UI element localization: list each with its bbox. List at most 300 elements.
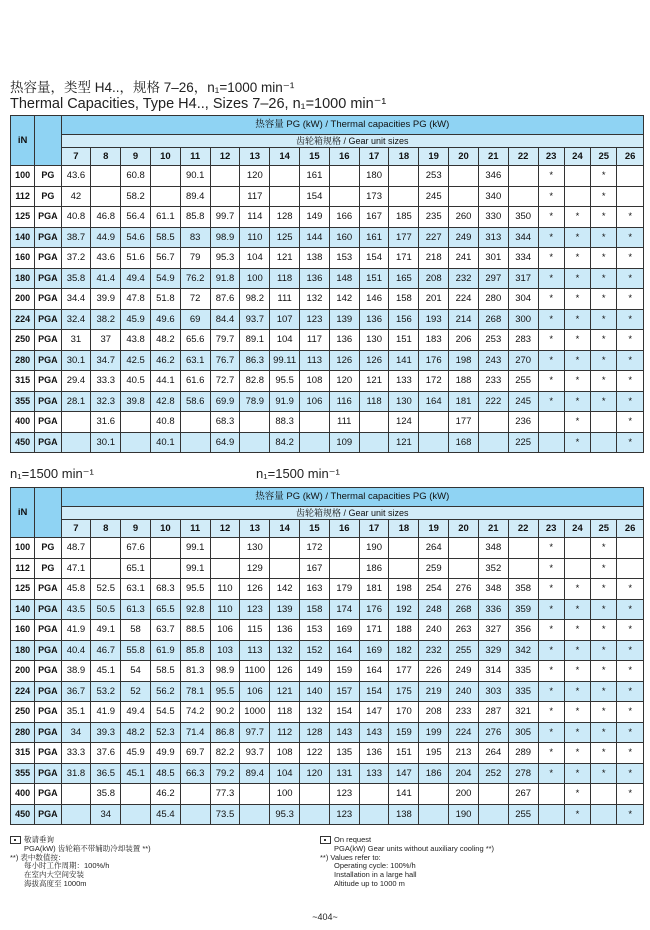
capacity-cell: * <box>617 722 644 743</box>
ratio-cell: 355 <box>11 763 35 784</box>
capacity-cell: * <box>591 207 617 228</box>
size-header-cell: 14 <box>270 148 300 166</box>
capacity-cell: 123 <box>300 309 330 330</box>
capacity-cell: 301 <box>478 248 508 269</box>
capacity-cell: 76.2 <box>180 268 210 289</box>
notes-english <box>320 836 494 889</box>
capacity-cell: 125 <box>270 227 300 248</box>
capacity-cell: 56.4 <box>121 207 151 228</box>
capacity-cell: 83 <box>180 227 210 248</box>
capacity-cell <box>121 432 151 453</box>
capacity-cell: * <box>617 763 644 784</box>
capacity-cell: 198 <box>449 350 479 371</box>
note-cn-pga: PGA(kW) 齿轮箱不带辅助冷却装置 **) <box>24 843 151 853</box>
capacity-cell: 200 <box>449 784 479 805</box>
capacity-cell: 254 <box>419 579 449 600</box>
ratio-cell: 180 <box>11 640 35 661</box>
symbol-cell: PGA <box>35 432 61 453</box>
capacity-cell: * <box>591 166 617 187</box>
capacity-cell: 213 <box>449 743 479 764</box>
capacity-cell: * <box>538 289 564 310</box>
capacity-cell: 64.9 <box>210 432 240 453</box>
capacity-cell: 193 <box>419 309 449 330</box>
capacity-cell: 37.2 <box>61 248 91 269</box>
symbol-cell: PGA <box>35 599 61 620</box>
capacity-cell: 219 <box>419 681 449 702</box>
capacity-cell <box>91 166 121 187</box>
capacity-cell: 129 <box>240 558 270 579</box>
capacity-cell: 255 <box>449 640 479 661</box>
capacity-cell: * <box>617 681 644 702</box>
capacity-cell: 82.2 <box>210 743 240 764</box>
capacity-cell <box>210 558 240 579</box>
capacity-cell: 297 <box>478 268 508 289</box>
ratio-cell: 160 <box>11 248 35 269</box>
capacity-cell: 195 <box>419 743 449 764</box>
size-header-cell: 26 <box>617 520 644 538</box>
header-row-gear-sizes <box>11 507 644 520</box>
capacity-cell: 106 <box>240 681 270 702</box>
capacity-cell <box>270 166 300 187</box>
symbol-cell: PGA <box>35 412 61 433</box>
capacity-cell: 305 <box>508 722 538 743</box>
capacity-cell: 126 <box>329 350 359 371</box>
capacity-cell: 89.4 <box>180 186 210 207</box>
capacity-cell: * <box>591 330 617 351</box>
capacity-cell: 107 <box>270 309 300 330</box>
capacity-cell: 222 <box>478 391 508 412</box>
capacity-cell: * <box>617 289 644 310</box>
capacity-cell: 45.1 <box>91 661 121 682</box>
capacity-cell: 45.9 <box>121 309 151 330</box>
capacity-cell: * <box>538 661 564 682</box>
capacity-cell: * <box>538 186 564 207</box>
ratio-cell: 140 <box>11 227 35 248</box>
symbol-cell: PGA <box>35 330 61 351</box>
size-header-cell: 11 <box>180 148 210 166</box>
capacity-cell <box>270 186 300 207</box>
gear-unit-sizes-header: 齿轮箱规格 / Gear unit sizes <box>61 135 643 148</box>
capacity-cell: 116 <box>329 391 359 412</box>
capacity-cell: 268 <box>449 599 479 620</box>
capacity-cell: * <box>591 248 617 269</box>
capacity-cell: 181 <box>359 579 389 600</box>
header-row-title <box>11 116 644 135</box>
capacity-cell <box>389 538 419 559</box>
capacity-cell: 177 <box>449 412 479 433</box>
capacity-cell: 63.7 <box>150 620 180 641</box>
capacity-cell: 124 <box>389 412 419 433</box>
capacity-cell: 133 <box>359 763 389 784</box>
capacity-cell: 151 <box>389 330 419 351</box>
ratio-cell: 224 <box>11 309 35 330</box>
capacity-cell <box>61 432 91 453</box>
note-en-altitude: Altitude up to 1000 m <box>334 878 405 888</box>
capacity-cell <box>359 412 389 433</box>
size-header-cell: 10 <box>150 148 180 166</box>
capacity-cell: 133 <box>389 371 419 392</box>
note-en-on-request: On request <box>320 836 494 845</box>
capacity-cell: 39.9 <box>91 289 121 310</box>
capacity-cell <box>508 166 538 187</box>
capacity-cell: 49.1 <box>91 620 121 641</box>
capacity-cell: 41.9 <box>61 620 91 641</box>
capacity-cell <box>240 784 270 805</box>
capacity-cell: 56.7 <box>150 248 180 269</box>
capacity-cell: * <box>538 620 564 641</box>
capacity-cell: 253 <box>419 166 449 187</box>
capacity-cell <box>180 804 210 825</box>
capacity-cell: 348 <box>478 579 508 600</box>
ratio-cell: 140 <box>11 599 35 620</box>
capacity-cell: 130 <box>389 391 419 412</box>
capacity-cell: 149 <box>300 207 330 228</box>
capacity-cell: 255 <box>508 371 538 392</box>
capacity-cell: 214 <box>449 309 479 330</box>
capacity-cell: 136 <box>359 309 389 330</box>
symbol-cell: PGA <box>35 309 61 330</box>
capacity-cell: 171 <box>389 248 419 269</box>
capacity-cell: 149 <box>300 661 330 682</box>
capacity-cell: * <box>564 371 590 392</box>
capacity-cell: 61.9 <box>150 640 180 661</box>
symbol-cell: PG <box>35 538 61 559</box>
capacity-cell: * <box>591 661 617 682</box>
capacity-cell <box>240 804 270 825</box>
capacity-cell: 40.1 <box>150 432 180 453</box>
size-header-cell: 20 <box>449 148 479 166</box>
ratio-cell: 160 <box>11 620 35 641</box>
symbol-corner-cell <box>35 116 61 166</box>
capacity-cell: * <box>591 681 617 702</box>
capacity-cell: 314 <box>478 661 508 682</box>
ratio-cell: 450 <box>11 804 35 825</box>
capacity-cell: 45.4 <box>150 804 180 825</box>
capacity-cell: * <box>538 391 564 412</box>
capacity-cell: 199 <box>419 722 449 743</box>
size-header-cell: 7 <box>61 148 91 166</box>
size-header-cell: 9 <box>121 148 151 166</box>
capacity-cell: 37.6 <box>91 743 121 764</box>
capacity-cell: 206 <box>449 330 479 351</box>
capacity-cell: * <box>564 579 590 600</box>
capacity-cell: 164 <box>359 661 389 682</box>
thermal-capacity-header: 热容量 PG (kW) / Thermal capacities PG (kW) <box>61 116 643 135</box>
size-header-cell: 22 <box>508 148 538 166</box>
capacity-cell: 79 <box>180 248 210 269</box>
capacity-cell: 147 <box>359 702 389 723</box>
capacity-cell <box>389 186 419 207</box>
capacity-cell <box>91 558 121 579</box>
capacity-cell: 190 <box>449 804 479 825</box>
capacity-cell: 317 <box>508 268 538 289</box>
ratio-cell: 315 <box>11 371 35 392</box>
ratio-cell: 280 <box>11 722 35 743</box>
capacity-cell: 88.5 <box>180 620 210 641</box>
capacity-cell: 153 <box>300 620 330 641</box>
capacity-cell <box>240 432 270 453</box>
capacity-cell: 280 <box>478 289 508 310</box>
capacity-cell: 99.11 <box>270 350 300 371</box>
capacity-cell: 117 <box>300 330 330 351</box>
capacity-cell <box>419 804 449 825</box>
capacity-cell: 138 <box>389 804 419 825</box>
capacity-cell: 163 <box>300 579 330 600</box>
capacity-cell: 79.2 <box>210 763 240 784</box>
capacity-cell <box>150 558 180 579</box>
capacity-cell: 100 <box>270 784 300 805</box>
capacity-cell: 104 <box>270 763 300 784</box>
capacity-cell: 172 <box>300 538 330 559</box>
capacity-cell: 71.4 <box>180 722 210 743</box>
size-header-cell: 15 <box>300 148 330 166</box>
capacity-cell <box>449 166 479 187</box>
capacity-cell: 109 <box>329 432 359 453</box>
capacity-cell: * <box>617 702 644 723</box>
capacity-cell: * <box>617 350 644 371</box>
capacity-cell: 95.3 <box>210 248 240 269</box>
capacity-cell: 352 <box>478 558 508 579</box>
capacity-cell: * <box>564 743 590 764</box>
capacity-cell: 179 <box>329 579 359 600</box>
capacity-cell: * <box>564 227 590 248</box>
capacity-cell <box>150 166 180 187</box>
capacity-cell <box>210 538 240 559</box>
capacity-cell: 46.7 <box>91 640 121 661</box>
capacity-cell: 84.4 <box>210 309 240 330</box>
capacity-cell: 141 <box>389 350 419 371</box>
capacity-cell <box>270 538 300 559</box>
capacity-cell: 132 <box>270 640 300 661</box>
capacity-cell: 148 <box>329 268 359 289</box>
capacity-cell <box>121 784 151 805</box>
capacity-cell: 329 <box>478 640 508 661</box>
capacity-cell <box>150 186 180 207</box>
capacity-cell: 35.8 <box>61 268 91 289</box>
capacity-cell: 61.3 <box>121 599 151 620</box>
capacity-cell: * <box>564 207 590 228</box>
capacity-cell <box>240 412 270 433</box>
table-row <box>11 743 644 764</box>
table-row <box>11 166 644 187</box>
size-header-cell: 25 <box>591 148 617 166</box>
capacity-cell: 123 <box>240 599 270 620</box>
capacity-cell: * <box>564 432 590 453</box>
capacity-cell: 245 <box>419 186 449 207</box>
size-header-cell: 16 <box>329 148 359 166</box>
capacity-cell: 61.6 <box>180 371 210 392</box>
capacity-cell: 154 <box>329 702 359 723</box>
size-header-cell: 13 <box>240 520 270 538</box>
capacity-cell: 33.3 <box>91 371 121 392</box>
note-en-pga: PGA(kW) Gear units without auxiliary cooling **) <box>334 843 495 853</box>
capacity-cell: * <box>591 391 617 412</box>
capacity-cell: * <box>564 661 590 682</box>
size-header-cell: 15 <box>300 520 330 538</box>
symbol-cell: PGA <box>35 620 61 641</box>
capacity-cell: 104 <box>270 330 300 351</box>
capacity-cell: 132 <box>300 702 330 723</box>
capacity-cell: 1000 <box>240 702 270 723</box>
capacity-cell: 121 <box>389 432 419 453</box>
capacity-cell: 118 <box>270 702 300 723</box>
capacity-cell: 151 <box>389 743 419 764</box>
capacity-cell: 89.4 <box>240 763 270 784</box>
capacity-cell <box>538 784 564 805</box>
ratio-corner-label: iN <box>11 488 35 538</box>
size-header-cell: 18 <box>389 520 419 538</box>
table-row <box>11 661 644 682</box>
capacity-cell: 225 <box>508 432 538 453</box>
capacity-cell: 336 <box>478 599 508 620</box>
capacity-cell: * <box>617 207 644 228</box>
capacity-cell: * <box>617 784 644 805</box>
ratio-cell: 224 <box>11 681 35 702</box>
capacity-cell: 32.4 <box>61 309 91 330</box>
capacity-cell <box>91 538 121 559</box>
capacity-cell: 232 <box>419 640 449 661</box>
capacity-cell: 77.3 <box>210 784 240 805</box>
capacity-cell <box>591 784 617 805</box>
capacity-cell: 104 <box>240 248 270 269</box>
table-row <box>11 350 644 371</box>
symbol-cell: PGA <box>35 743 61 764</box>
capacity-cell <box>564 166 590 187</box>
symbol-cell: PGA <box>35 661 61 682</box>
capacity-cell: 95.5 <box>210 681 240 702</box>
capacity-cell: 53.2 <box>91 681 121 702</box>
capacity-cell: 164 <box>419 391 449 412</box>
capacity-cell: 335 <box>508 681 538 702</box>
capacity-cell: * <box>617 248 644 269</box>
capacity-cell: 208 <box>419 268 449 289</box>
capacity-cell: 39.3 <box>91 722 121 743</box>
capacity-cell: * <box>538 538 564 559</box>
capacity-cell: * <box>591 702 617 723</box>
capacity-cell: 226 <box>419 661 449 682</box>
capacity-cell <box>210 166 240 187</box>
capacity-cell: 154 <box>300 186 330 207</box>
capacity-cell: 152 <box>300 640 330 661</box>
capacity-cell: * <box>591 579 617 600</box>
capacity-cell: 110 <box>210 599 240 620</box>
capacity-cell: 346 <box>478 166 508 187</box>
capacity-cell: 240 <box>419 620 449 641</box>
capacity-cell <box>617 186 644 207</box>
capacity-cell: 54.5 <box>150 702 180 723</box>
capacity-cell: 30.1 <box>61 350 91 371</box>
capacity-cell: 91.9 <box>270 391 300 412</box>
ratio-cell: 125 <box>11 207 35 228</box>
size-header-cell: 23 <box>538 148 564 166</box>
capacity-cell: * <box>591 309 617 330</box>
capacity-cell <box>449 558 479 579</box>
ratio-cell: 250 <box>11 702 35 723</box>
capacity-cell: 103 <box>210 640 240 661</box>
size-header-cell: 14 <box>270 520 300 538</box>
capacity-cell <box>538 432 564 453</box>
capacity-cell <box>508 558 538 579</box>
symbol-cell: PGA <box>35 722 61 743</box>
capacity-cell <box>329 186 359 207</box>
size-header-cell: 16 <box>329 520 359 538</box>
capacity-cell: * <box>564 350 590 371</box>
capacity-cell: 267 <box>508 784 538 805</box>
size-header-cell: 19 <box>419 520 449 538</box>
capacity-cell: * <box>617 743 644 764</box>
capacity-cell: 167 <box>359 207 389 228</box>
capacity-cell: 359 <box>508 599 538 620</box>
symbol-cell: PGA <box>35 248 61 269</box>
capacity-cell: * <box>538 743 564 764</box>
capacity-cell: 48.2 <box>121 722 151 743</box>
capacity-cell: 50.5 <box>91 599 121 620</box>
capacity-cell <box>591 412 617 433</box>
size-header-cell: 8 <box>91 148 121 166</box>
symbol-corner-cell <box>35 488 61 538</box>
capacity-cell: 169 <box>329 620 359 641</box>
capacity-cell: 114 <box>240 207 270 228</box>
capacity-cell: 58 <box>121 620 151 641</box>
capacity-cell: 183 <box>419 330 449 351</box>
capacity-cell: * <box>591 227 617 248</box>
capacity-cell: 192 <box>389 599 419 620</box>
capacity-cell: * <box>591 558 617 579</box>
capacity-cell <box>329 538 359 559</box>
capacity-cell: 81.3 <box>180 661 210 682</box>
capacity-cell: 60.8 <box>121 166 151 187</box>
capacity-cell: 43.8 <box>121 330 151 351</box>
capacity-cell: * <box>538 558 564 579</box>
capacity-cell: 68.3 <box>150 579 180 600</box>
capacity-cell: 278 <box>508 763 538 784</box>
title-chinese: 热容量，类型 H4..，规格 7–26，n₁=1000 min⁻¹ <box>10 80 295 95</box>
capacity-cell: 89.1 <box>240 330 270 351</box>
capacity-cell: 156 <box>389 309 419 330</box>
capacity-cell: * <box>591 763 617 784</box>
capacity-cell: * <box>564 702 590 723</box>
capacity-cell <box>508 186 538 207</box>
capacity-cell: 55.8 <box>121 640 151 661</box>
table-row <box>11 599 644 620</box>
capacity-cell: 35.8 <box>91 784 121 805</box>
capacity-cell: 248 <box>419 599 449 620</box>
capacity-cell: * <box>538 579 564 600</box>
capacity-cell: 176 <box>419 350 449 371</box>
capacity-cell: 358 <box>508 579 538 600</box>
capacity-cell: 95.5 <box>270 371 300 392</box>
capacity-cell: 82.8 <box>240 371 270 392</box>
on-request-box-icon <box>320 836 331 844</box>
note-cn-altitude: 海拔高度至 1000m <box>24 878 87 888</box>
capacity-cell: 28.1 <box>61 391 91 412</box>
capacity-cell: 342 <box>508 640 538 661</box>
symbol-cell: PG <box>35 166 61 187</box>
capacity-cell: 264 <box>419 538 449 559</box>
capacity-cell <box>180 412 210 433</box>
table-row <box>11 538 644 559</box>
capacity-cell: 185 <box>389 207 419 228</box>
size-header-cell: 12 <box>210 520 240 538</box>
capacity-cell: * <box>564 309 590 330</box>
capacity-cell: * <box>564 804 590 825</box>
capacity-cell: 34 <box>61 722 91 743</box>
capacity-cell: * <box>617 309 644 330</box>
capacity-cell: 98.9 <box>210 227 240 248</box>
capacity-cell: 110 <box>240 227 270 248</box>
capacity-cell: 335 <box>508 661 538 682</box>
capacity-cell: 327 <box>478 620 508 641</box>
